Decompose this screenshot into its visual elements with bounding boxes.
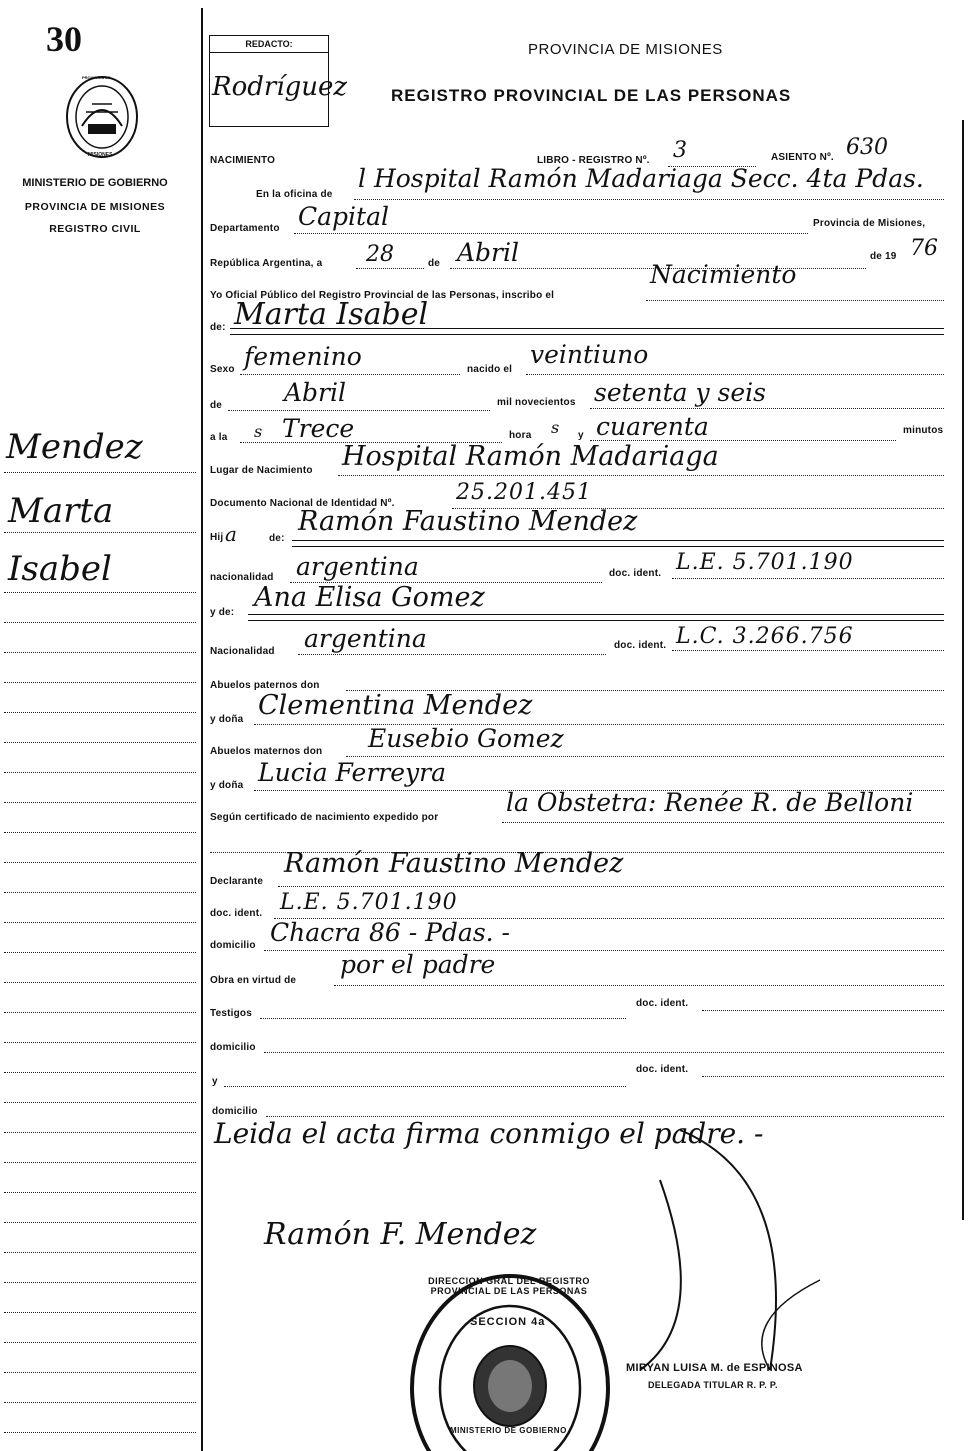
label-domicilio3: domicilio (212, 1106, 258, 1117)
label-obra: Obra en virtud de (210, 975, 297, 986)
label-testigos: Testigos (210, 1008, 252, 1019)
right-edge-line (962, 120, 964, 1220)
value-tipo-acto: Nacimiento (650, 260, 797, 289)
value-obra: por el padre (340, 950, 496, 979)
label-nacimiento: NACIMIENTO (210, 155, 276, 166)
value-las-suffix: s (254, 422, 263, 441)
stamp-ring-text: DIRECCION GRAL DEL REGISTRO PROVINCIAL DE LAS PERSONAS (428, 1276, 590, 1296)
page-number: 30 (46, 19, 82, 59)
label-departamento: Departamento (210, 223, 280, 234)
value-hijo-suffix: a (225, 522, 237, 546)
value-oficina: l Hospital Ramón Madariaga Secc. 4ta Pdas. (358, 164, 924, 193)
value-madre-doc: L.C. 3.266.756 (676, 624, 854, 649)
label-republica: República Argentina, a (210, 258, 323, 269)
label-a-las: a la (210, 432, 228, 443)
margin-surname: Mendez (6, 427, 143, 467)
value-libro: 3 (673, 138, 687, 163)
value-lugar: Hospital Ramón Madariaga (342, 441, 719, 472)
value-nombre: Marta Isabel (234, 297, 429, 332)
label-doc-ident4: doc. ident. (636, 998, 689, 1009)
value-madre: Ana Elisa Gomez (254, 582, 485, 613)
seal-small-top-text: PROVINCIA DE (82, 75, 111, 80)
label-mil: mil novecientos (497, 397, 576, 408)
redacto-label: REDACTO: (210, 36, 328, 53)
value-declarante-doc: L.E. 5.701.190 (280, 890, 458, 915)
label-declarante: Declarante (210, 876, 264, 887)
stamp-section-text: SECCION 4a (470, 1316, 546, 1328)
label-hijo: Hij (210, 532, 224, 543)
value-certificado: la Obstetra: Renée R. de Belloni (506, 788, 914, 817)
value-minutos-texto: cuarenta (596, 412, 709, 441)
label-abuelos-p: Abuelos paternos don (210, 680, 320, 691)
label-lugar: Lugar de Nacimiento (210, 465, 313, 476)
label-segun: Según certificado de nacimiento expedido por (210, 812, 439, 823)
value-dni: 25.201.451 (456, 480, 592, 505)
value-abuela-p: Clementina Mendez (258, 690, 533, 721)
value-mes: Abril (457, 238, 519, 267)
label-de-mes2: de (210, 400, 223, 411)
label-doc-ident3: doc. ident. (210, 908, 263, 919)
label-domicilio1: domicilio (210, 940, 256, 951)
value-abuela-m: Lucia Ferreyra (258, 758, 447, 787)
value-abuelo-m: Eusebio Gomez (368, 724, 564, 753)
label-minutos: minutos (903, 425, 944, 436)
label-abuelos-m: Abuelos maternos don (210, 746, 323, 757)
value-padre-doc: L.E. 5.701.190 (676, 550, 854, 575)
value-padre-nac: argentina (296, 552, 419, 581)
value-hora-texto: Trece (282, 414, 355, 443)
value-nacido-dia: veintiuno (530, 340, 649, 369)
redacto-value: Rodríguez (212, 72, 348, 102)
value-madre-nac: argentina (304, 624, 427, 653)
header-registry: REGISTRO PROVINCIAL DE LAS PERSONAS (391, 86, 792, 105)
label-de-padre: de: (269, 533, 285, 544)
label-sexo: Sexo (210, 364, 235, 375)
ministry-civil: REGISTRO CIVIL (49, 223, 141, 235)
label-y: y (578, 430, 584, 441)
margin-second-name: Isabel (8, 549, 112, 589)
label-y2: y (212, 1076, 218, 1087)
value-domicilio: Chacra 86 - Pdas. - (270, 918, 510, 947)
ministry-title: MINISTERIO DE GOBIERNO (22, 177, 168, 189)
label-yo-oficial: Yo Oficial Público del Registro Provincial de las Personas, inscribo el (210, 290, 555, 301)
province-seal-icon (64, 74, 140, 160)
stamp-bottom-text: MINISTERIO DE GOBIERNO (450, 1426, 567, 1435)
label-oficina: En la oficina de (256, 189, 333, 200)
redacto-box (209, 35, 348, 127)
label-nacionalidad2: Nacionalidad (210, 646, 275, 657)
label-doc-ident1: doc. ident. (609, 568, 662, 579)
label-de-nombre: de: (210, 322, 226, 333)
label-hora: hora (509, 430, 532, 441)
label-y-dona2: y doña (210, 780, 244, 791)
value-padre: Ramón Faustino Mendez (298, 506, 638, 537)
official-signature-icon (620, 1120, 960, 1380)
value-sexo: femenino (244, 342, 362, 371)
label-doc-ident5: doc. ident. (636, 1064, 689, 1075)
label-y-de: y de: (210, 607, 235, 618)
label-domicilio2: domicilio (210, 1042, 256, 1053)
label-documento: Documento Nacional de Identidad Nº. (210, 498, 395, 509)
value-declarante: Ramón Faustino Mendez (284, 848, 624, 879)
value-nota: Leida el acta firma conmigo el padre. - (214, 1117, 764, 1150)
header-province: PROVINCIA DE MISIONES (528, 41, 723, 58)
margin-first-name: Marta (8, 491, 114, 531)
value-departamento: Capital (298, 202, 389, 231)
label-nacido: nacido el (467, 364, 513, 375)
value-asiento: 630 (846, 135, 888, 160)
value-anio: 76 (910, 236, 938, 261)
label-doc-ident2: doc. ident. (614, 640, 667, 651)
ministry-province: PROVINCIA DE MISIONES (24, 201, 166, 213)
label-asiento: ASIENTO Nº. (771, 152, 834, 163)
official-title: DELEGADA TITULAR R. P. P. (648, 1380, 778, 1390)
seal-small-bottom-text: MISIONES (88, 152, 113, 158)
label-de-anio: de 19 (870, 251, 897, 262)
margin-divider (201, 8, 203, 1451)
label-libro: LIBRO - REGISTRO Nº. (537, 155, 650, 166)
label-nacionalidad1: nacionalidad (210, 572, 274, 583)
value-nacido-mes: Abril (284, 378, 346, 407)
value-dia: 28 (366, 242, 394, 267)
label-y-dona1: y doña (210, 714, 244, 725)
official-name: MIRYAN LUISA M. de ESPINOSA (626, 1362, 803, 1374)
declarant-signature: Ramón F. Mendez (264, 1217, 537, 1252)
label-provincia: Provincia de Misiones, (813, 218, 926, 229)
value-nacido-anio: setenta y seis (594, 378, 766, 407)
label-de-mes: de (428, 258, 441, 269)
value-hora-suffix: s (551, 418, 560, 437)
